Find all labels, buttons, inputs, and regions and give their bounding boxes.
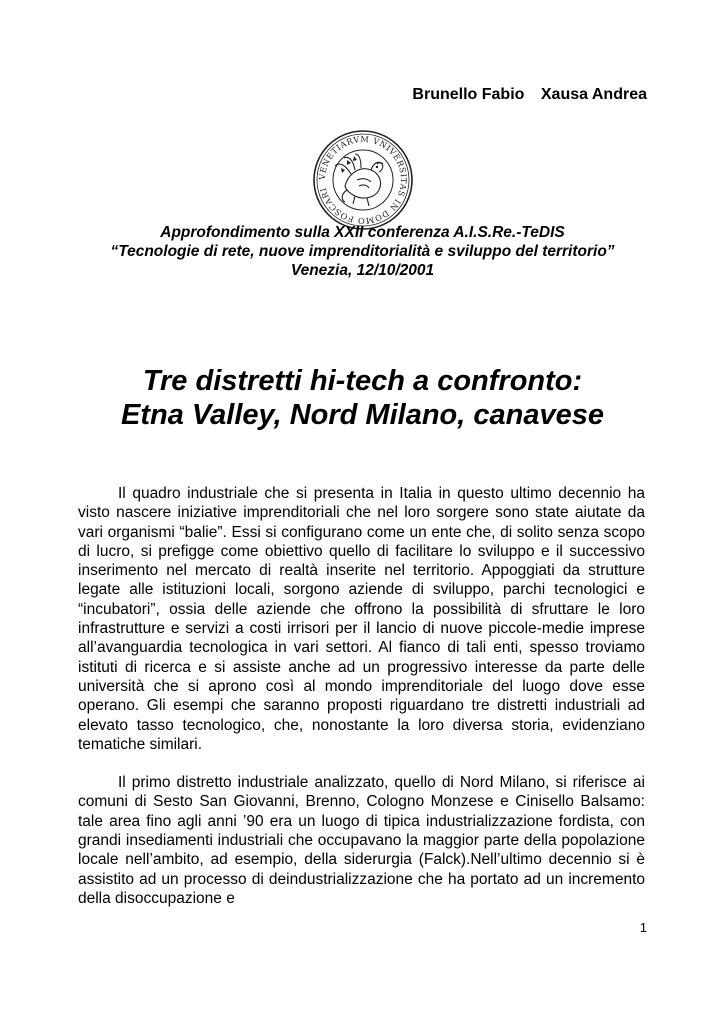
svg-text:VENETIARVM VNIVERSITAS IN DOMO — [317, 134, 409, 226]
conference-subheading — [80, 223, 645, 280]
title-line: Etna Valley, Nord Milano, canavese — [121, 399, 604, 431]
conference-line: Approfondimento sulla XXII conferenza A.I.S.Re.-TeDIS — [160, 224, 565, 241]
university-seal-icon — [311, 128, 415, 232]
author-name: Brunello Fabio — [412, 86, 525, 103]
seal-inscription: VENETIARVM VNIVERSITAS IN DOMO FOSCARI — [316, 133, 410, 227]
page-number: 1 — [639, 920, 647, 935]
author-name: Xausa Andrea — [540, 86, 647, 103]
page-title — [60, 364, 665, 432]
body-text — [78, 484, 645, 927]
conference-date: Venezia, 12/10/2001 — [290, 262, 435, 279]
title-line: Tre distretti hi-tech a confronto: — [142, 365, 583, 397]
conference-theme: “Tecnologie di rete, nuove imprenditorialità e sviluppo del territorio” — [110, 243, 615, 260]
paragraph: Il primo distretto industriale analizzato, quello di Nord Milano, si riferisce ai comuni di Sesto San Giovanni, Brenno, Cologno Monzese e Cinisello Balsamo: tale area fino agli anni ’90 era un luogo di tipica industrializzazione fordista, con grandi insediamenti industriali che occupavano la maggior parte della popolazione locale nell’ambito, ad esempio, della siderurgia (Falck).Nell’ultimo decennio si è assistito ad un processo di deindustrializzazione che ha portato ad un incremento della disoccupazione e — [78, 774, 645, 907]
authors-header — [412, 86, 647, 104]
paragraph: Il quadro industriale che si presenta in Italia in questo ultimo decennio ha visto nascere iniziative imprenditoriali che nel loro sorgere sono state aiutate da vari organismi “balie”. Essi si configurano come un ente che, di solito senza scopo di lucro, si prefigge come obiettivo quello di facilitare lo sviluppo e il successivo inserimento nel mercato di realtà inserite nel territorio. Appoggiati da strutture legate alle istituzioni locali, sorgono aziende di sviluppo, parchi tecnologici e “incubatori”, ossia delle aziende che offrono la possibilità di sfruttare le loro infrastrutture e servizi a costi irrisori per il lancio di nuove piccole-medie imprese all’avanguardia tecnologica in vari settori. Al fianco di tali enti, spesso troviamo istituti di ricerca e si assiste anche ad un progressivo interesse da parte delle università che si aprono così al mondo imprenditoriale del luogo dove esse operano. Gli esempi che saranno proposti riguardano tre distretti industriali ad elevato tasso tecnologico, che, nonostante la loro diversa storia, evidenziano tematiche similari. — [78, 485, 645, 753]
